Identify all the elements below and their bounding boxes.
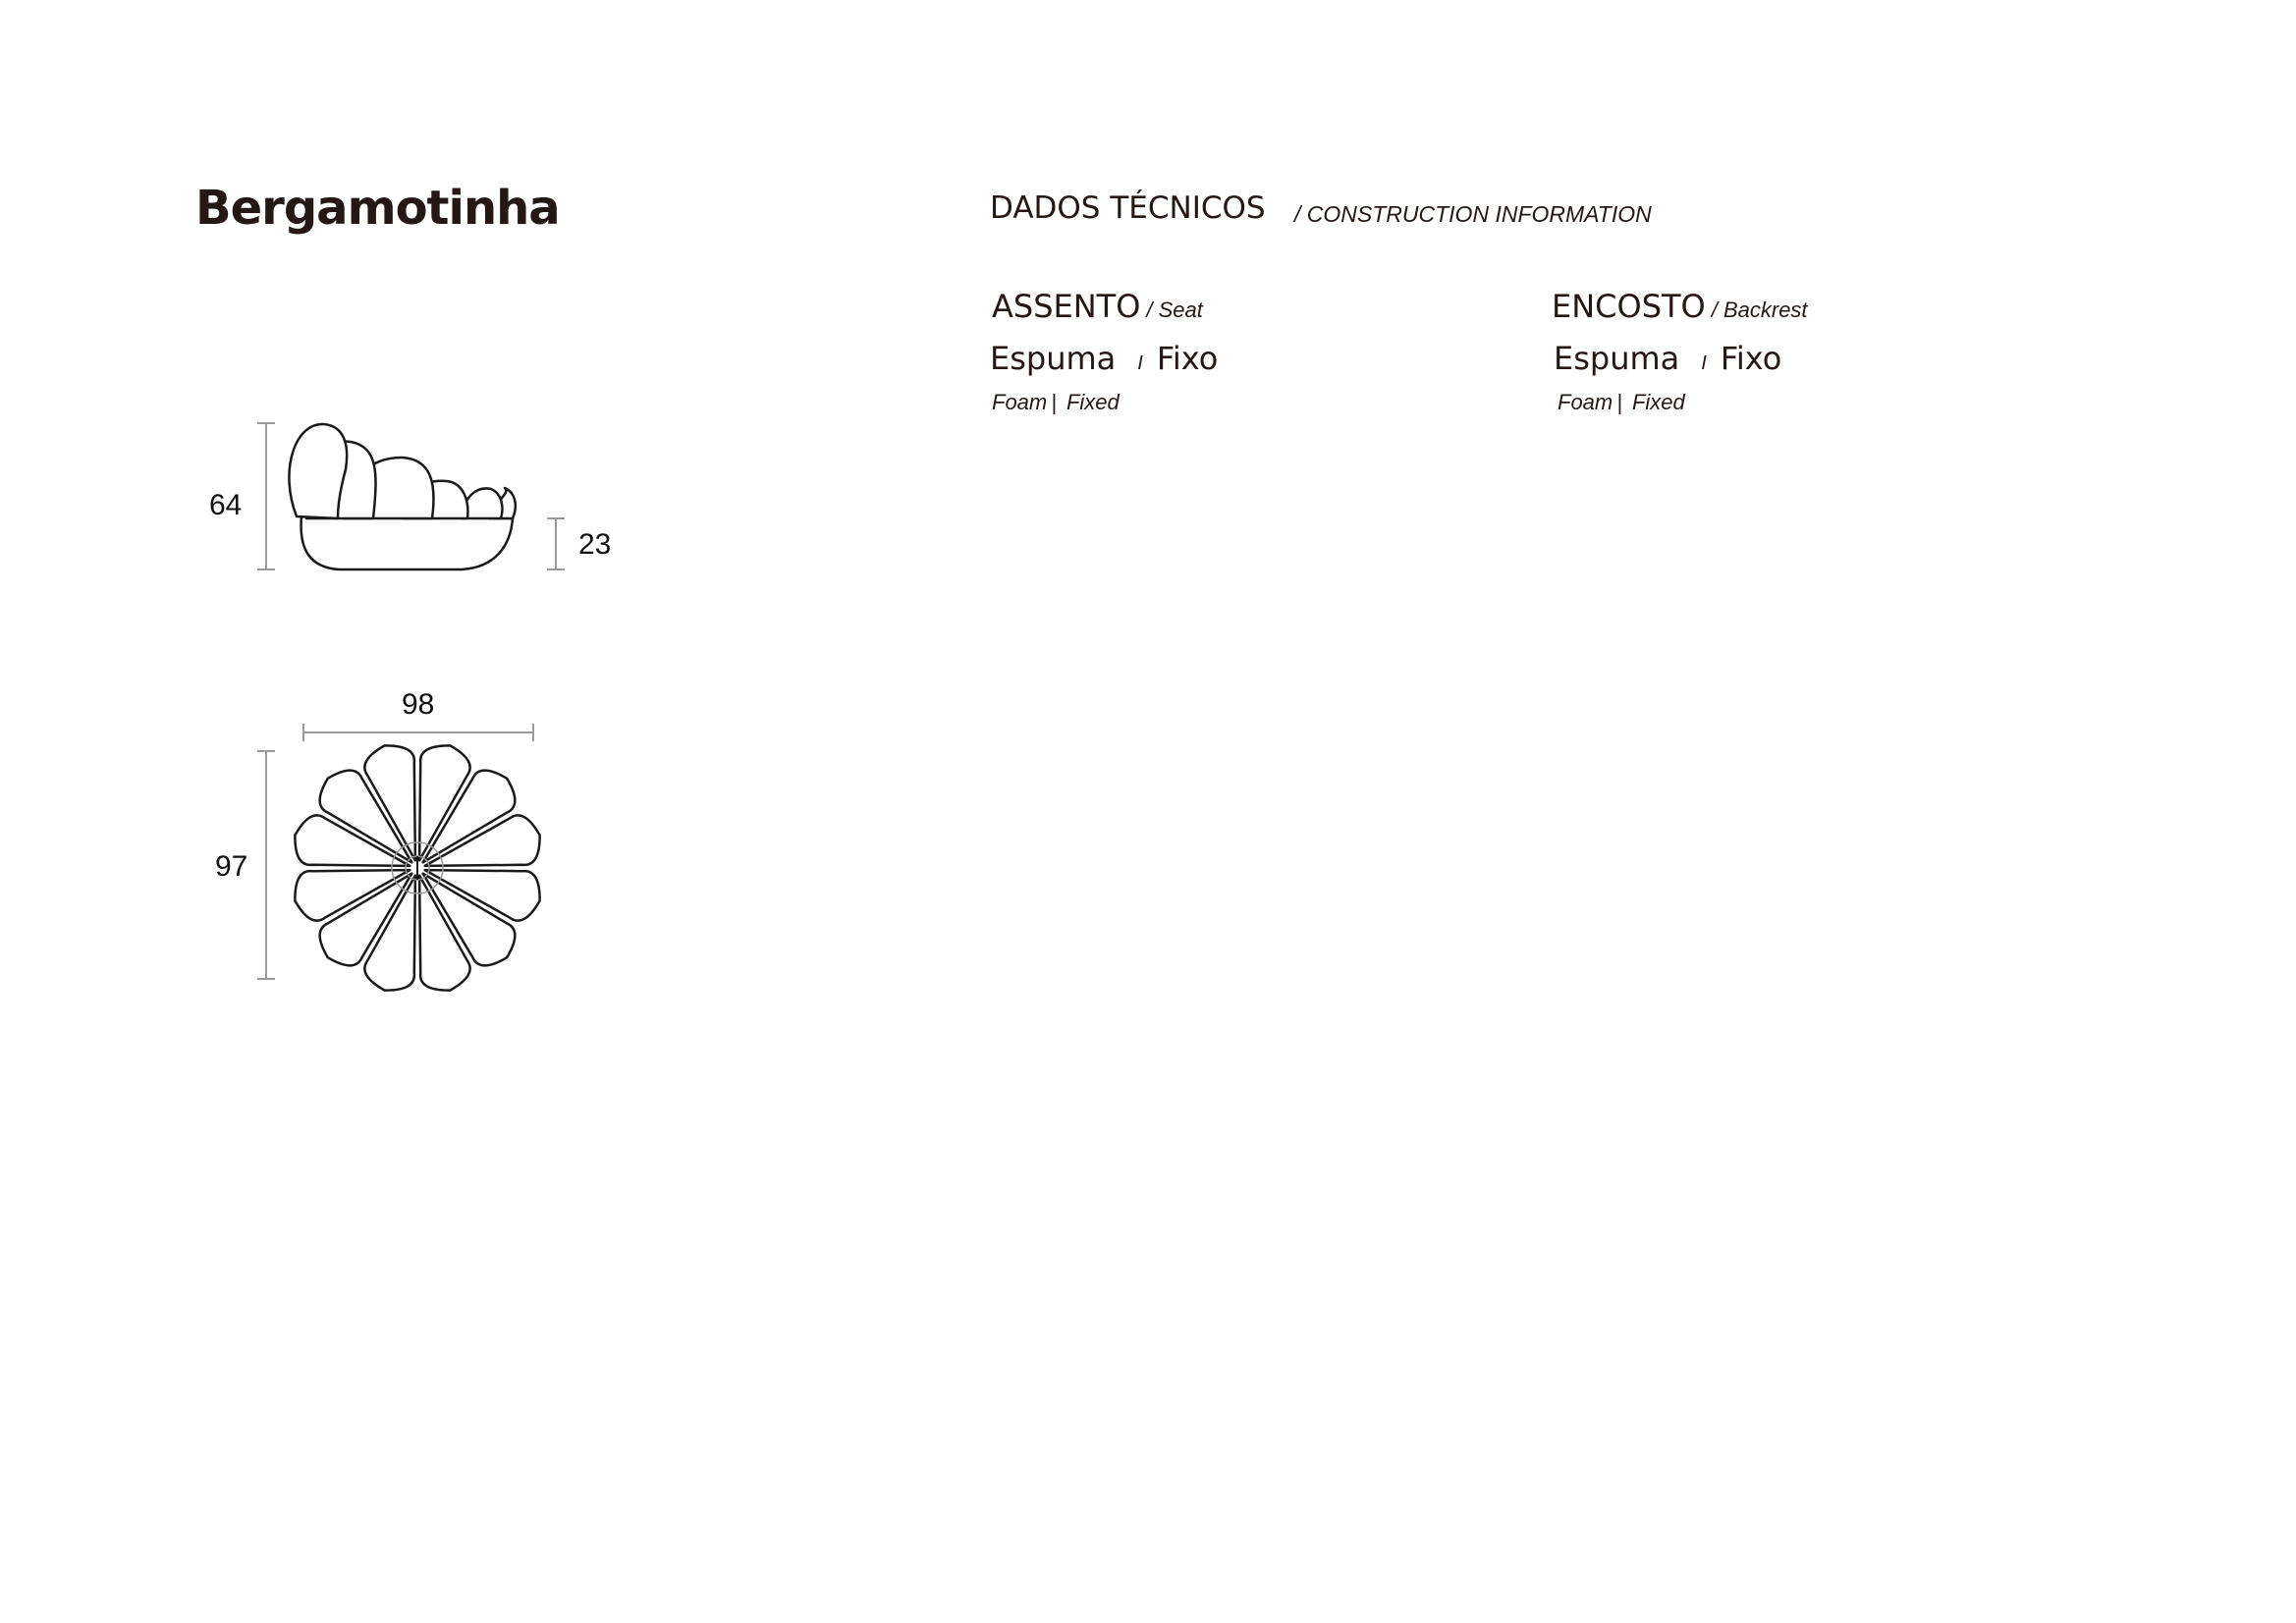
backrest-type: Fixo <box>1720 340 1782 377</box>
dim-seat-height-label: 23 <box>578 528 612 561</box>
backrest-separator-en: | <box>1616 390 1622 414</box>
backrest-heading-en: / Backrest <box>1711 298 1808 322</box>
seat-type: Fixo <box>1156 340 1219 377</box>
technical-data-subtitle: / CONSTRUCTION INFORMATION <box>1294 201 1652 227</box>
backrest-separator: I <box>1701 352 1707 374</box>
backrest-material: Espuma <box>1554 340 1680 377</box>
dim-height-total-label: 64 <box>209 489 243 521</box>
backrest-material-en: Foam <box>1558 390 1613 414</box>
technical-data-title: DADOS TÉCNICOS <box>990 190 1266 226</box>
dim-depth-label: 97 <box>215 850 248 883</box>
seat-material: Espuma <box>990 340 1117 377</box>
side-view-drawing <box>289 424 515 569</box>
seat-type-en: Fixed <box>1066 390 1120 414</box>
dim-width-label: 98 <box>402 688 435 721</box>
product-title: Bergamotinha <box>195 181 560 236</box>
backrest-heading: ENCOSTO <box>1552 288 1706 325</box>
seat-material-en: Foam <box>992 390 1048 414</box>
seat-separator-en: | <box>1051 390 1057 414</box>
seat-heading: ASSENTO <box>992 288 1141 325</box>
top-view-drawing <box>295 745 539 990</box>
backrest-type-en: Fixed <box>1631 390 1685 414</box>
seat-heading-en: / Seat <box>1146 298 1203 322</box>
seat-separator: I <box>1137 352 1143 374</box>
